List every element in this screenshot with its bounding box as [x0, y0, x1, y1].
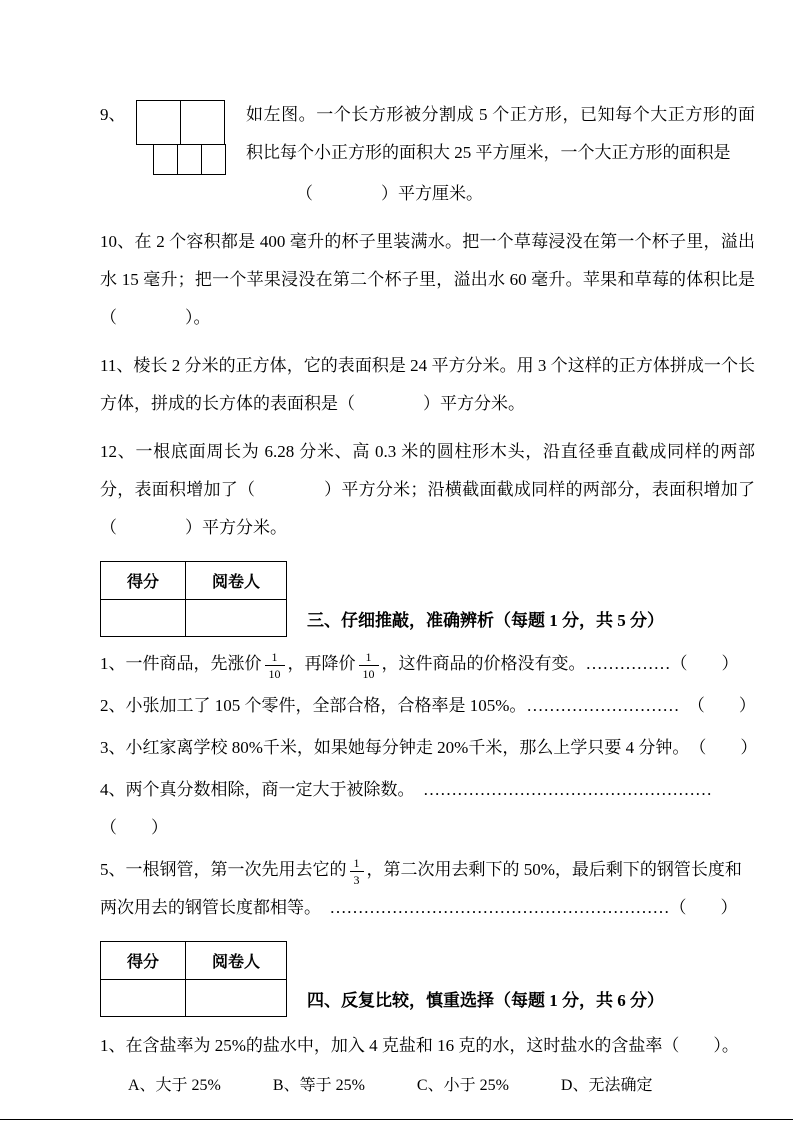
large-square-cell — [136, 100, 181, 145]
squares-diagram — [136, 100, 226, 175]
diagram-bottom-row — [153, 144, 226, 175]
score-label: 得分 — [101, 562, 186, 600]
score-label: 得分 — [101, 942, 186, 980]
diagram-top-row — [136, 100, 226, 145]
tf-item-3: 3、小红家离学校 80%千米，如果她每分钟走 20%千米，那么上学只要 4 分钟。 （ ） — [100, 738, 758, 757]
option-b: B、等于 25% — [272, 1077, 365, 1094]
question-9-text: 如左图。一个长方形被分割成 5 个正方形，已知每个大正方形的面积比每个小正方形的面积大 25 平方厘米，一个大正方形的面积是 — [246, 105, 755, 162]
small-square-cell — [201, 144, 226, 175]
tf-item-2: 2、小张加工了 105 个零件，全部合格，合格率是 105%。……………………… （ ） — [100, 696, 756, 715]
small-square-cell — [177, 144, 202, 175]
grader-value-cell — [186, 980, 287, 1017]
section-4-heading: 四、反复比较，慎重选择（每题 1 分，共 6 分） — [307, 991, 664, 1010]
tf-item-1: 1、一件商品，先涨价 $\frac{1}{10}$ ，再降价 $\frac{1}{10}$ ，这件商品的价格没有变。……………（ ） — [100, 649, 739, 681]
section-3-heading: 三、仔细推敲，准确辨析（每题 1 分，共 5 分） — [307, 611, 664, 630]
large-square-cell — [180, 100, 225, 145]
choice-question-1: 1、在含盐率为 25%的盐水中，加入 4 克盐和 16 克的水，这时盐水的含盐率（ ）。 — [100, 1036, 739, 1055]
question-10: 10、在 2 个容积都是 400 毫升的杯子里装满水。把一个草莓浸没在第一个杯子里，溢出水 15 毫升；把一个苹果浸没在第二个杯子里，溢出水 60 毫升。苹果和草莓的体积比是（ ）。 — [100, 232, 755, 327]
fraction: $\frac{1}{10}$ — [265, 650, 285, 681]
page-bottom-rule — [0, 1119, 793, 1120]
grader-value-cell — [186, 600, 287, 637]
section-3-questions — [100, 645, 758, 927]
score-value-cell — [101, 600, 186, 637]
fraction: $\frac{1}{3}$ — [350, 856, 364, 887]
tf-item-4: 4、两个真分数相除，商一定大于被除数。 ……………………………………………（ ） — [100, 780, 712, 837]
question-11: 11、棱长 2 分米的正方体，它的表面积是 24 平方分米。用 3 个这样的正方体拼成一个长方体，拼成的长方体的表面积是（ ）平方分米。 — [100, 356, 755, 413]
question-9-answer-line: （ ）平方厘米。 — [296, 184, 483, 203]
question-9-number: 9、 — [100, 105, 126, 124]
option-a: A、大于 25% — [128, 1077, 221, 1094]
question-9 — [100, 96, 755, 175]
small-square-cell — [153, 144, 178, 175]
choice-question-1-options — [128, 1073, 755, 1099]
option-c: C、小于 25% — [416, 1077, 509, 1094]
score-table-section-4 — [100, 941, 287, 1017]
section-4-header-row — [100, 941, 755, 1017]
score-value-cell — [101, 980, 186, 1017]
grader-label: 阅卷人 — [186, 562, 287, 600]
grader-label: 阅卷人 — [186, 942, 287, 980]
question-12: 12、一根底面周长为 6.28 分米、高 0.3 米的圆柱形木头，沿直径垂直截成同样的两部分，表面积增加了（ ）平方分米；沿横截面截成同样的两部分，表面积增加了（ ）平方分米。 — [100, 442, 755, 537]
section-3-header-row — [100, 561, 755, 637]
fraction: $\frac{1}{10}$ — [359, 650, 379, 681]
option-d: D、无法确定 — [560, 1077, 653, 1094]
tf-item-5: 5、一根钢管，第一次先用去它的 $\frac{1}{3}$ ，第二次用去剩下的 50%，最后剩下的钢管长度和两次用去的钢管长度都相等。 ……………………………………………………（ ） — [100, 855, 742, 917]
score-table-section-3 — [100, 561, 287, 637]
